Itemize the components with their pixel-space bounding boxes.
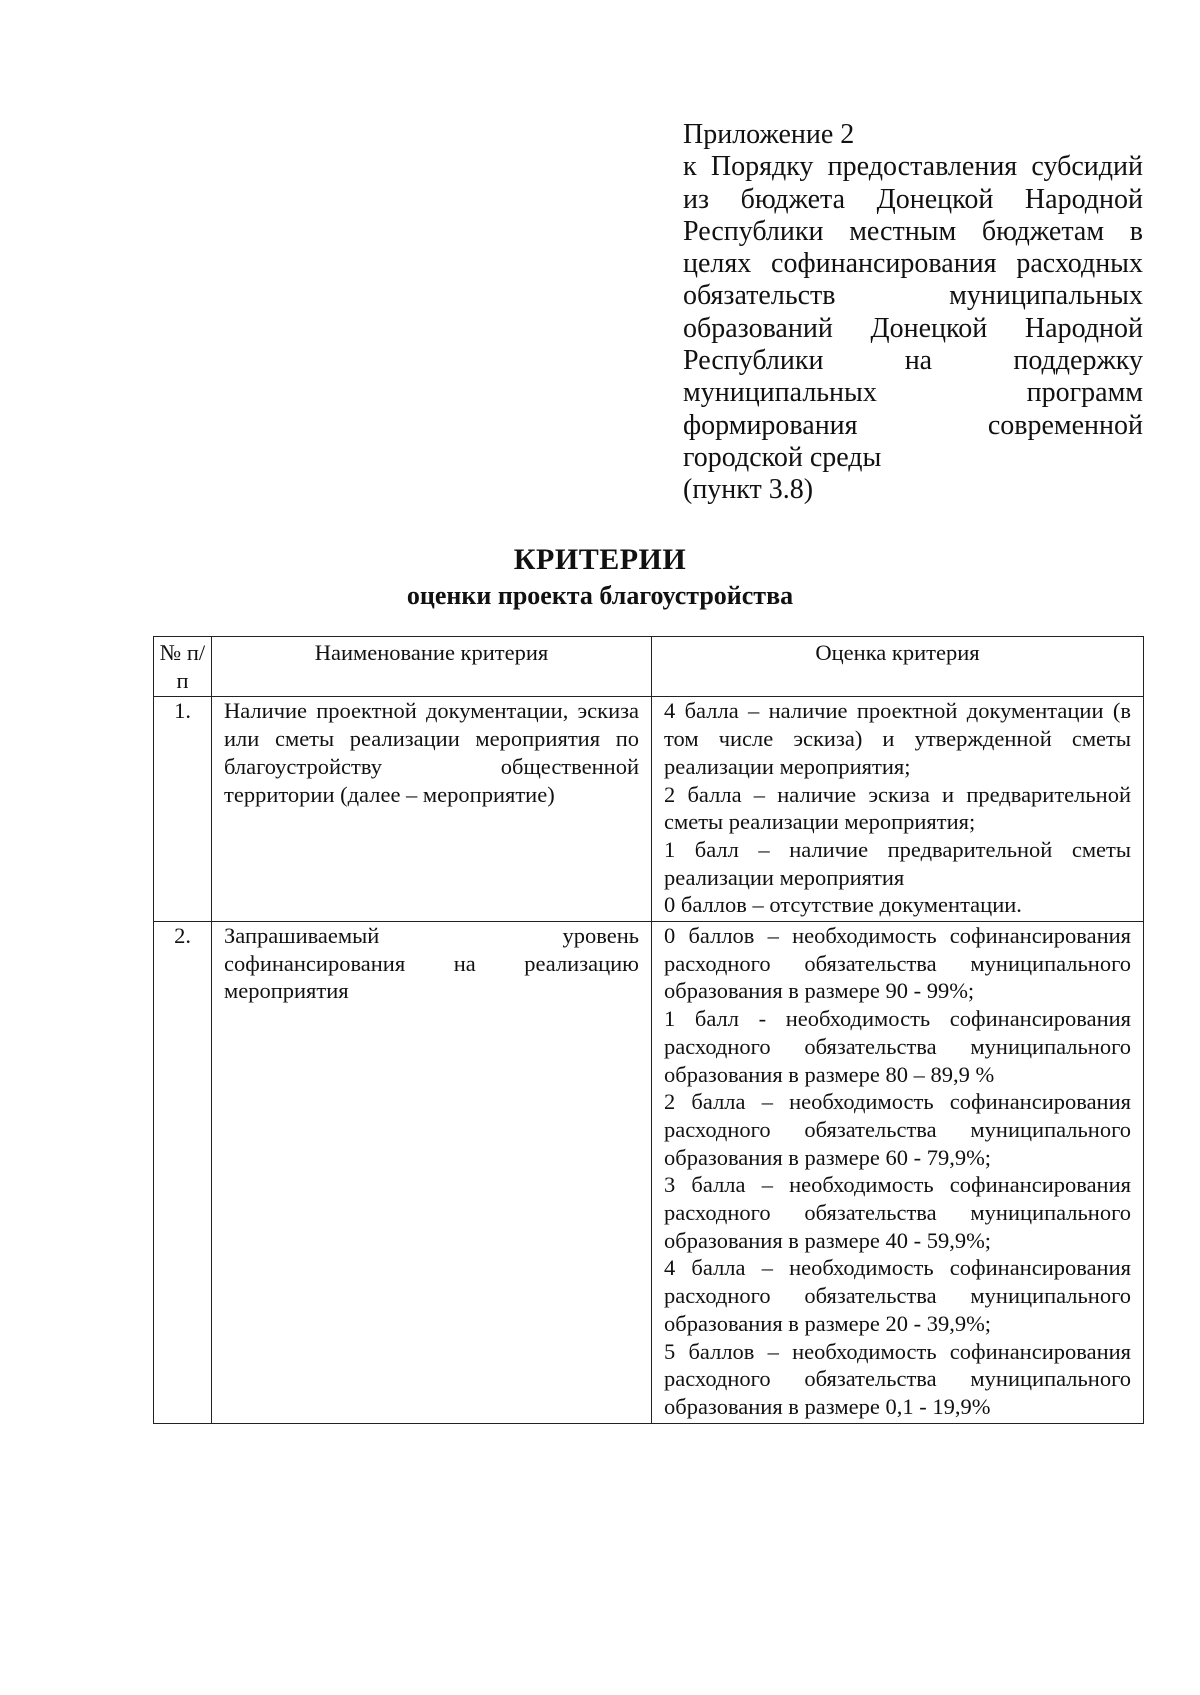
- row-num: 1.: [154, 697, 212, 922]
- criterion-name-text: Наличие проектной документации, эскиза или сметы реализации мероприятия по благоустройству общественной территории (далее – мероприятие): [224, 698, 639, 807]
- table-row: [154, 697, 1144, 922]
- evaluation-item: 1 балл – наличие предварительной сметы реализации мероприятия: [664, 836, 1131, 890]
- criteria-table: [153, 636, 1144, 1424]
- row-criterion-evaluation: [652, 697, 1144, 922]
- header-name: Наименование критерия: [212, 637, 652, 697]
- row-criterion-name: [212, 697, 652, 922]
- evaluation-item: 0 баллов – отсутствие документации.: [664, 892, 1022, 918]
- evaluation-item: 5 баллов – необходимость софинансирования расходного обязательства муниципального образования в размере 0,1 - 19,9%: [664, 1338, 1131, 1419]
- row-criterion-evaluation: [652, 922, 1144, 1424]
- appendix-point: (пункт 3.8): [683, 474, 814, 506]
- table-header-row: [154, 637, 1144, 697]
- header-num: № п/п: [154, 637, 212, 697]
- document-title: КРИТЕРИИ: [513, 543, 687, 576]
- document-subtitle: оценки проекта благоустройства: [406, 581, 794, 610]
- evaluation-item: 4 балла – наличие проектной документации (в том числе эскиза) и утвержденной сметы реализации мероприятия;: [664, 698, 1131, 779]
- table-row: [154, 922, 1144, 1424]
- header-eval: Оценка критерия: [652, 637, 1144, 697]
- appendix-body: к Порядку предоставления субсидий из бюджета Донецкой Народной Республики местным бюджетам в целях софинансирования расходных обязательств муниципальных образований Донецкой Народной Республики на поддержку муниципальных программ формирования современной городской среды: [683, 151, 1143, 473]
- appendix-block: [683, 119, 1143, 507]
- evaluation-item: 2 балла – наличие эскиза и предварительной сметы реализации мероприятия;: [664, 781, 1131, 835]
- evaluation-item: 4 балла – необходимость софинансирования расходного обязательства муниципального образования в размере 20 - 39,9%;: [664, 1255, 1131, 1336]
- evaluation-item: 1 балл - необходимость софинансирования расходного обязательства муниципального образования в размере 80 – 89,9 %: [664, 1006, 1131, 1087]
- evaluation-item: 3 балла – необходимость софинансирования расходного обязательства муниципального образования в размере 40 - 59,9%;: [664, 1172, 1131, 1253]
- criterion-name-text: Запрашиваемый уровень софинансирования на реализацию мероприятия: [224, 923, 639, 1004]
- appendix-title: Приложение 2: [683, 119, 855, 150]
- evaluation-item: 2 балла – необходимость софинансирования расходного обязательства муниципального образования в размере 60 - 79,9%;: [664, 1089, 1131, 1170]
- row-num: 2.: [154, 922, 212, 1424]
- evaluation-item: 0 баллов – необходимость софинансирования расходного обязательства муниципального образования в размере 90 - 99%;: [664, 923, 1131, 1004]
- row-criterion-name: [212, 922, 652, 1424]
